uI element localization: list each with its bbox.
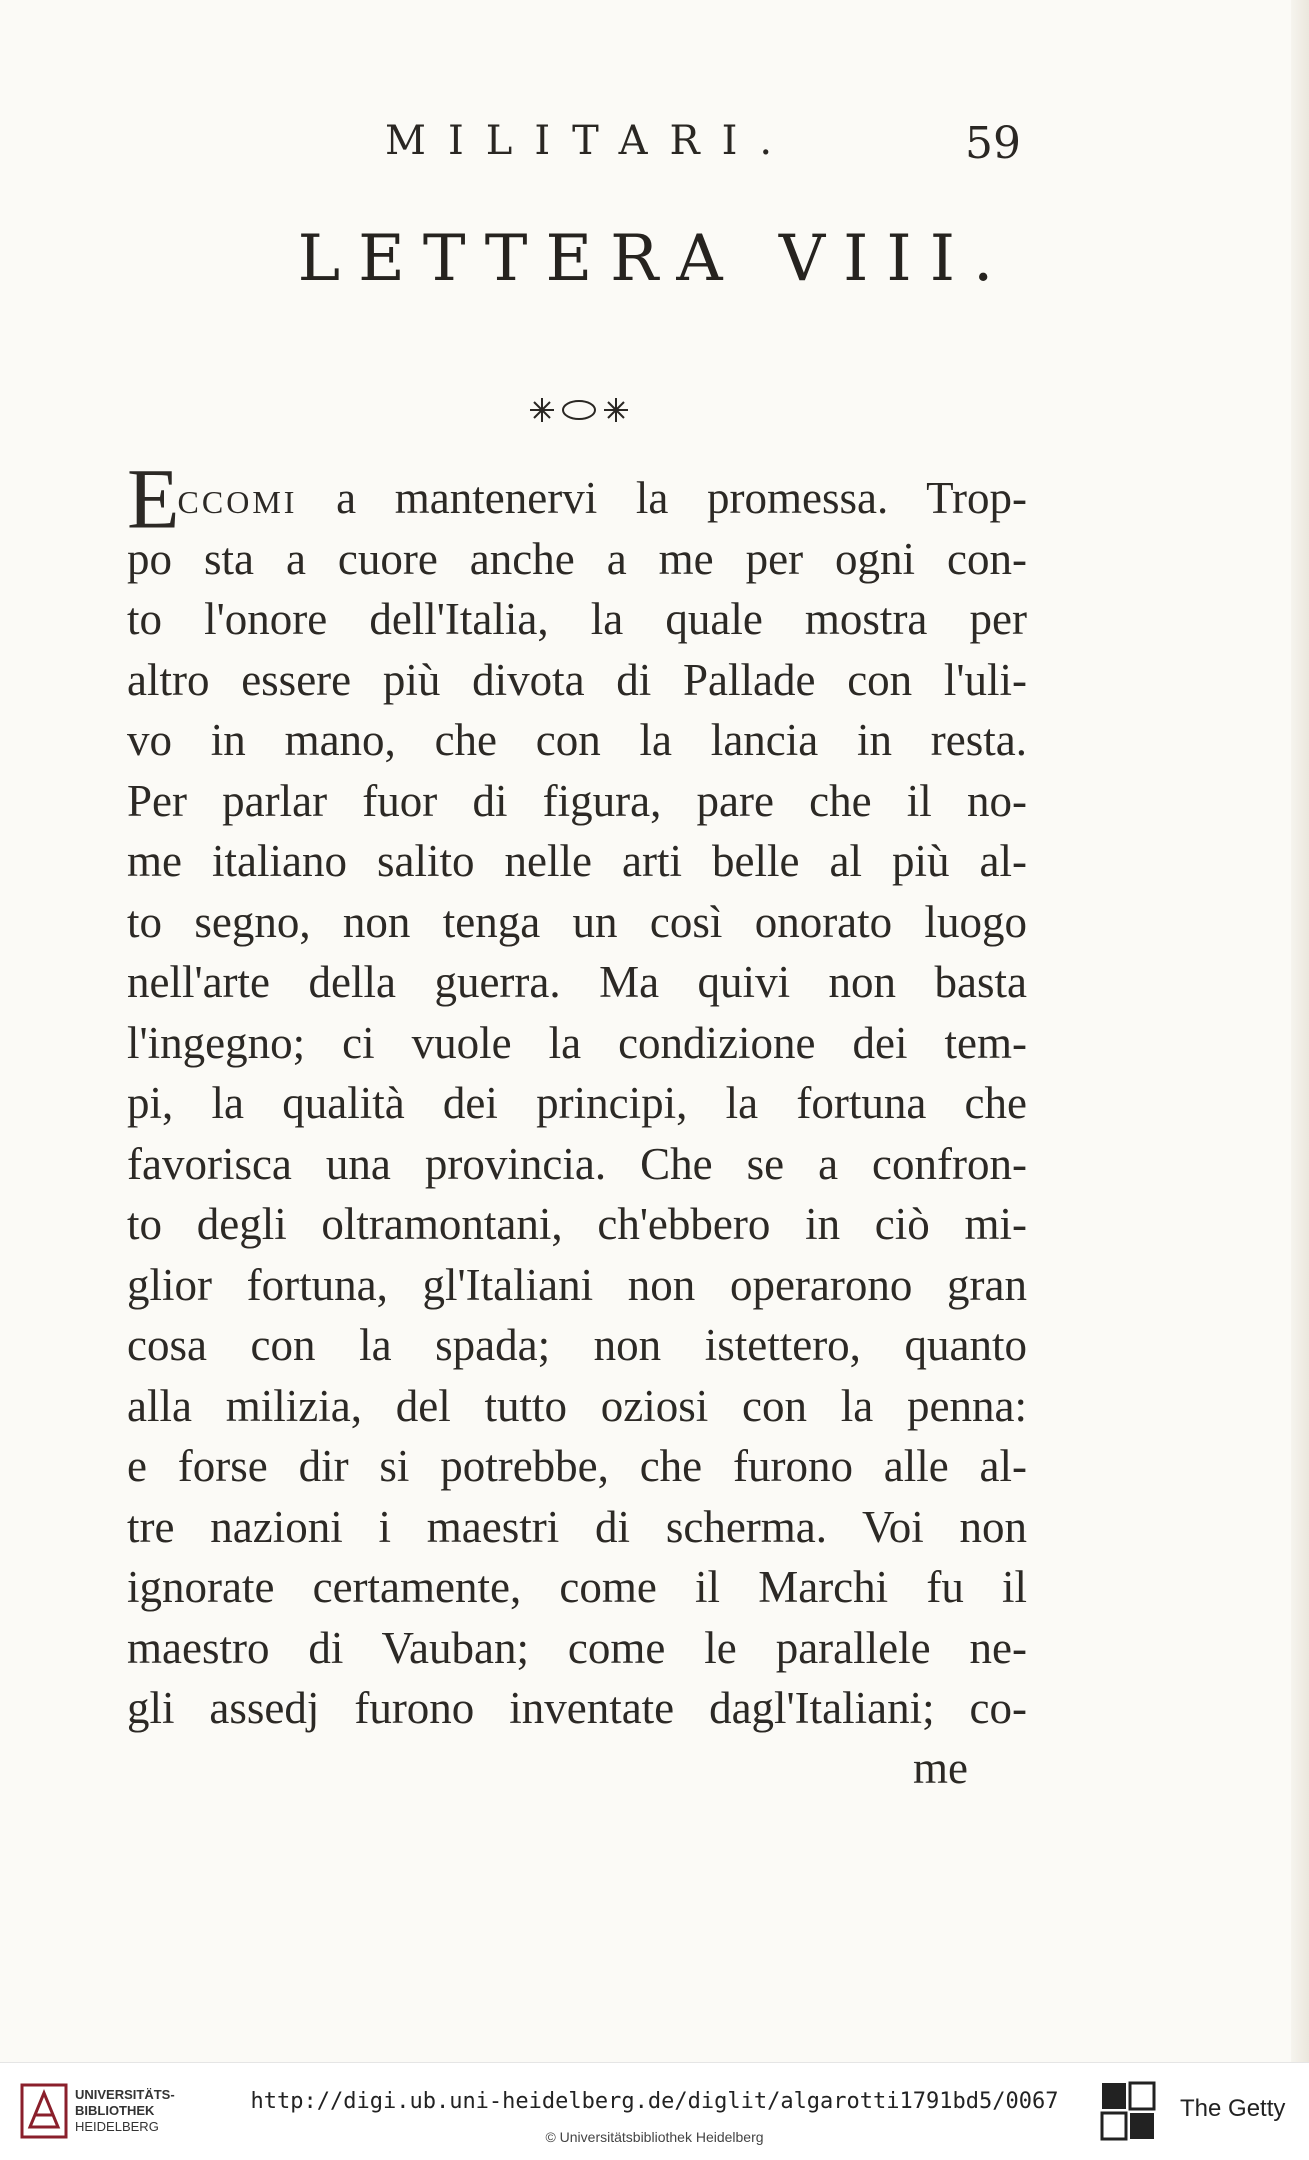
- opening-word: ccomi: [177, 473, 298, 523]
- drop-cap: E: [127, 450, 178, 547]
- body-line: pi, la qualità dei principi, la fortuna che: [127, 1078, 1027, 1128]
- letter-title: LETTERA VIII.: [297, 222, 1012, 296]
- sponsor-name: The Getty: [1180, 2095, 1286, 2122]
- body-line: ignorate certamente, come il Marchi fu il: [127, 1562, 1027, 1612]
- ornament-icon: [524, 390, 634, 430]
- library-name-line-1: UNIVERSITÄTS-: [75, 2087, 175, 2102]
- running-title: MILITARI.: [385, 118, 795, 164]
- body-line: glior fortuna, gl'Italiani non operarono gran: [127, 1259, 1027, 1310]
- body-line-first: [127, 450, 1027, 547]
- body-line: to degli oltramontani, ch'ebbero in ciò mi-: [127, 1199, 1027, 1249]
- body-line: nell'arte della guerra. Ma quivi non basta: [127, 957, 1027, 1007]
- library-city: HEIDELBERG: [75, 2119, 159, 2134]
- body-line: Per parlar fuor di figura, pare che il no-: [127, 775, 1027, 826]
- running-head: [0, 118, 1309, 188]
- body-line: to segno, non tenga un così onorato luogo: [127, 896, 1027, 947]
- getty-logo-icon: [1100, 2081, 1156, 2143]
- body-line: tre nazioni i maestri di scherma. Voi non: [127, 1501, 1027, 1552]
- body-line: altro essere più divota di Pallade con l'uli-: [127, 654, 1027, 705]
- body-line: vo in mano, che con la lancia in resta.: [127, 715, 1027, 765]
- first-line-text: a mantenervi la promessa. Trop-: [297, 473, 1027, 523]
- body-line: gli assedj furono inventate dagl'Italiani; co-: [127, 1683, 1027, 1733]
- body-line: maestro di Vauban; come le parallele ne-: [127, 1622, 1027, 1673]
- body-line: favorisca una provincia. Che se a confron-: [127, 1138, 1027, 1189]
- library-name-line-2: BIBLIOTHEK: [75, 2103, 155, 2118]
- permalink-url[interactable]: http://digi.ub.uni-heidelberg.de/diglit/algarotti1791bd5/0067: [250, 2089, 1059, 2114]
- letter-body: [127, 450, 1027, 1739]
- body-line: po sta a cuore anche a me per ogni con-: [127, 533, 1027, 584]
- body-line: cosa con la spada; non istettero, quanto: [127, 1320, 1027, 1370]
- body-line: e forse dir si potrebbe, che furono alle al-: [127, 1441, 1027, 1491]
- copyright-notice: © Universitätsbibliothek Heidelberg: [545, 2129, 764, 2145]
- body-line: me italiano salito nelle arti belle al più al-: [127, 836, 1027, 886]
- page-number: 59: [965, 118, 1021, 169]
- footer-bar: [0, 2062, 1309, 2160]
- page-edge-shadow: [1291, 0, 1309, 2062]
- catchword: me: [913, 1743, 968, 1793]
- body-line: to l'onore dell'Italia, la quale mostra per: [127, 594, 1027, 644]
- body-line: l'ingegno; ci vuole la condizione dei tem-: [127, 1017, 1027, 1068]
- body-line: alla milizia, del tutto oziosi con la penna:: [127, 1380, 1027, 1431]
